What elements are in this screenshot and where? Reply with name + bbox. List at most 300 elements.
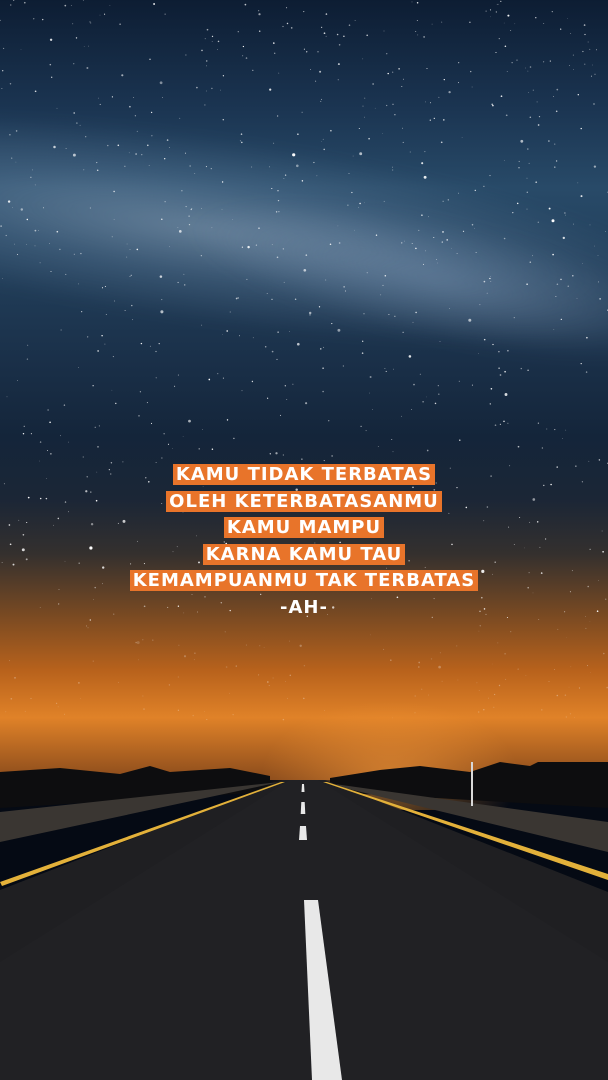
star <box>376 235 377 236</box>
star <box>441 22 442 23</box>
quote-signature: -AH- <box>280 596 328 618</box>
star <box>201 325 202 326</box>
star <box>339 242 341 244</box>
star <box>438 385 439 386</box>
star <box>51 271 52 272</box>
star <box>87 336 88 337</box>
star <box>25 711 26 712</box>
star <box>386 371 387 372</box>
star <box>458 62 459 63</box>
star <box>582 263 583 264</box>
star <box>430 120 431 121</box>
star <box>88 627 89 628</box>
star <box>330 130 332 132</box>
star <box>413 322 414 323</box>
star <box>0 225 2 227</box>
star <box>410 152 411 153</box>
star <box>72 23 73 24</box>
star <box>138 659 139 660</box>
star <box>527 178 528 179</box>
star <box>437 263 438 264</box>
star <box>291 27 293 29</box>
star <box>369 393 370 394</box>
star <box>164 158 165 159</box>
star <box>497 4 498 5</box>
star <box>586 371 587 372</box>
star <box>194 652 195 653</box>
star <box>184 284 186 286</box>
star <box>364 202 365 203</box>
star <box>155 351 156 352</box>
star <box>0 20 1 21</box>
star <box>458 680 459 681</box>
star <box>492 344 493 345</box>
star <box>573 55 574 56</box>
star <box>160 310 163 313</box>
star <box>50 453 51 454</box>
star <box>251 167 252 168</box>
star <box>532 255 533 256</box>
star <box>206 91 207 92</box>
star <box>388 314 389 315</box>
star <box>442 681 443 682</box>
star <box>310 69 311 70</box>
star <box>496 11 497 12</box>
star <box>295 298 297 300</box>
star <box>320 348 321 349</box>
star <box>594 165 596 167</box>
star <box>586 337 588 339</box>
star <box>493 707 494 708</box>
star <box>510 631 511 632</box>
star <box>425 102 426 103</box>
star <box>140 391 141 392</box>
star <box>289 641 290 642</box>
star <box>141 343 142 344</box>
star <box>93 661 94 662</box>
star <box>104 344 105 345</box>
star <box>555 296 556 297</box>
star <box>43 207 44 208</box>
star <box>603 653 605 655</box>
star <box>393 104 394 105</box>
star <box>35 185 36 186</box>
star <box>283 454 284 455</box>
star <box>10 83 11 84</box>
star <box>317 175 318 176</box>
star <box>444 79 445 80</box>
star <box>598 281 599 282</box>
star <box>136 249 138 251</box>
star <box>188 420 191 423</box>
star <box>338 63 340 65</box>
star <box>370 376 372 378</box>
star <box>495 424 497 426</box>
quote-line: OLEH KETERBATASANMU <box>0 489 608 516</box>
star <box>147 402 148 403</box>
star <box>488 698 489 699</box>
star <box>574 717 575 718</box>
star <box>323 139 324 140</box>
star <box>49 243 50 244</box>
star <box>343 286 344 287</box>
star <box>222 181 223 182</box>
star <box>131 275 132 276</box>
star <box>302 112 303 113</box>
star <box>309 314 310 315</box>
star <box>504 160 505 161</box>
star <box>73 154 76 157</box>
star <box>239 335 240 336</box>
star <box>349 173 350 174</box>
road-sign-post <box>471 762 473 806</box>
star <box>245 4 247 6</box>
star <box>470 71 471 72</box>
star <box>133 97 134 98</box>
road-landscape <box>0 762 608 1080</box>
star <box>404 241 405 242</box>
star <box>489 278 490 279</box>
star <box>367 272 368 273</box>
star <box>543 61 544 62</box>
star <box>57 108 58 109</box>
star <box>563 237 565 239</box>
star <box>301 458 302 459</box>
star <box>208 379 210 381</box>
star <box>489 175 490 176</box>
star <box>160 81 163 84</box>
star <box>552 11 553 12</box>
star <box>337 34 339 36</box>
star <box>97 446 98 447</box>
star <box>440 341 441 342</box>
star <box>313 162 314 163</box>
star <box>484 281 486 283</box>
star <box>478 353 479 354</box>
star <box>417 34 418 35</box>
star <box>421 162 423 164</box>
star <box>47 409 48 410</box>
star <box>505 393 508 396</box>
star <box>478 711 479 712</box>
star <box>185 55 186 56</box>
star <box>30 698 31 699</box>
star <box>201 208 202 209</box>
star <box>566 637 567 638</box>
star <box>83 169 84 170</box>
center-dash <box>299 826 307 840</box>
star <box>490 281 491 282</box>
star <box>306 51 307 52</box>
star <box>554 429 555 430</box>
star <box>498 367 500 369</box>
star <box>476 252 477 253</box>
star <box>172 448 173 449</box>
star <box>590 621 591 622</box>
star <box>458 82 459 83</box>
star <box>10 4 11 5</box>
star <box>247 246 249 248</box>
star <box>394 114 395 115</box>
star <box>409 355 412 358</box>
star <box>194 659 195 660</box>
star <box>78 682 80 684</box>
star <box>507 350 509 352</box>
star <box>560 29 561 30</box>
star <box>499 38 500 39</box>
star <box>53 146 56 149</box>
star <box>296 165 299 168</box>
star <box>223 75 224 76</box>
star <box>65 274 66 275</box>
star <box>129 152 130 153</box>
star <box>5 711 6 712</box>
center-dash <box>302 784 305 792</box>
star <box>512 62 513 63</box>
star <box>354 230 355 231</box>
star <box>217 49 218 50</box>
star <box>595 74 596 75</box>
star <box>51 77 52 78</box>
star <box>283 719 284 720</box>
star <box>448 199 449 200</box>
star <box>107 145 108 146</box>
star <box>433 237 434 238</box>
star <box>57 231 59 233</box>
star <box>86 67 88 69</box>
star <box>491 388 493 390</box>
star <box>411 409 412 410</box>
star <box>417 2 419 4</box>
star <box>425 251 426 252</box>
star <box>472 385 473 386</box>
star <box>359 203 360 204</box>
star <box>403 79 404 80</box>
star <box>554 669 555 670</box>
star <box>258 228 259 229</box>
star <box>181 190 182 191</box>
star <box>415 312 416 313</box>
star <box>505 45 507 47</box>
star <box>206 60 207 61</box>
star <box>304 49 305 50</box>
star <box>538 222 539 223</box>
star <box>246 57 248 59</box>
star <box>218 41 220 43</box>
star <box>60 435 61 436</box>
star <box>543 23 544 24</box>
star <box>16 162 17 163</box>
star <box>498 351 499 352</box>
star <box>598 255 599 256</box>
star <box>285 174 286 175</box>
star <box>222 209 223 210</box>
star <box>9 134 10 135</box>
star <box>521 368 522 369</box>
star <box>417 20 418 21</box>
star <box>552 254 554 256</box>
star <box>476 682 477 683</box>
star <box>362 341 363 342</box>
star <box>324 32 326 34</box>
star <box>539 116 540 117</box>
star <box>567 18 568 19</box>
star <box>548 140 550 142</box>
star <box>96 162 97 163</box>
star <box>142 639 143 640</box>
star <box>442 241 443 242</box>
star <box>174 386 175 387</box>
star <box>382 285 383 286</box>
star <box>236 298 238 300</box>
star <box>483 186 484 187</box>
star <box>9 660 10 661</box>
star <box>570 33 571 34</box>
star <box>206 66 207 67</box>
star <box>186 206 187 207</box>
star <box>64 404 65 405</box>
star <box>504 371 506 373</box>
star <box>277 190 278 191</box>
star <box>212 449 213 450</box>
star <box>537 101 538 102</box>
star <box>430 102 431 103</box>
star <box>504 653 506 655</box>
star <box>106 314 107 315</box>
star <box>59 249 60 250</box>
star <box>321 27 322 28</box>
star <box>412 243 413 244</box>
star <box>104 14 105 15</box>
quote-line: KAMU MAMPU <box>0 515 608 542</box>
star <box>202 429 203 430</box>
star <box>80 125 81 126</box>
star <box>474 228 475 229</box>
star <box>115 403 116 404</box>
star <box>178 282 179 283</box>
star <box>283 248 284 249</box>
star <box>183 436 184 437</box>
star <box>258 674 259 675</box>
star <box>23 433 24 434</box>
star <box>317 51 318 52</box>
star <box>504 238 506 240</box>
star <box>278 73 279 74</box>
star <box>343 36 345 38</box>
star <box>529 163 530 164</box>
star <box>206 166 207 167</box>
star <box>398 68 399 69</box>
star <box>362 59 363 60</box>
star <box>226 666 228 668</box>
star <box>90 207 91 208</box>
star <box>392 718 393 719</box>
star <box>289 331 290 332</box>
star <box>194 173 195 174</box>
star <box>490 16 491 17</box>
star <box>566 716 567 717</box>
star <box>127 244 128 245</box>
star <box>605 231 606 232</box>
star <box>7 396 8 397</box>
star <box>385 275 387 277</box>
star <box>541 709 542 710</box>
star <box>297 133 299 135</box>
star <box>161 299 162 300</box>
star <box>16 130 18 132</box>
star <box>278 200 279 201</box>
star <box>319 306 320 307</box>
star <box>506 114 508 116</box>
star <box>42 19 43 20</box>
star <box>119 23 121 25</box>
star <box>569 687 570 688</box>
star <box>236 665 237 666</box>
star <box>553 96 554 97</box>
star <box>472 224 474 226</box>
star <box>242 390 243 391</box>
star <box>238 31 239 32</box>
star <box>590 225 591 226</box>
star <box>599 298 600 299</box>
star <box>135 115 136 116</box>
star <box>412 1 413 2</box>
star <box>81 311 82 312</box>
star <box>40 262 41 263</box>
star <box>507 15 509 17</box>
star <box>424 176 427 179</box>
star <box>83 0 84 1</box>
star <box>415 248 417 250</box>
star <box>520 140 523 143</box>
star <box>484 339 486 341</box>
star <box>323 149 325 151</box>
star <box>458 193 459 194</box>
star <box>135 642 137 644</box>
star <box>468 319 471 322</box>
star <box>572 275 574 277</box>
star <box>114 301 115 302</box>
star <box>286 7 287 8</box>
star <box>167 139 169 141</box>
star <box>151 112 152 113</box>
star <box>58 706 59 707</box>
star <box>137 131 138 132</box>
star <box>121 74 123 76</box>
star <box>267 398 268 399</box>
star <box>143 708 144 709</box>
star <box>561 319 562 320</box>
star <box>267 681 269 683</box>
star <box>211 168 212 169</box>
star <box>40 441 41 442</box>
star <box>76 37 77 38</box>
star <box>393 369 394 370</box>
star <box>438 666 441 669</box>
star <box>363 106 364 107</box>
star <box>569 65 570 66</box>
star <box>179 118 180 119</box>
star <box>156 377 157 378</box>
star <box>256 244 257 245</box>
star <box>84 46 85 47</box>
star <box>564 212 565 213</box>
star <box>565 215 566 216</box>
star <box>353 156 354 157</box>
star <box>110 5 111 6</box>
star <box>49 421 51 423</box>
star <box>435 403 437 405</box>
